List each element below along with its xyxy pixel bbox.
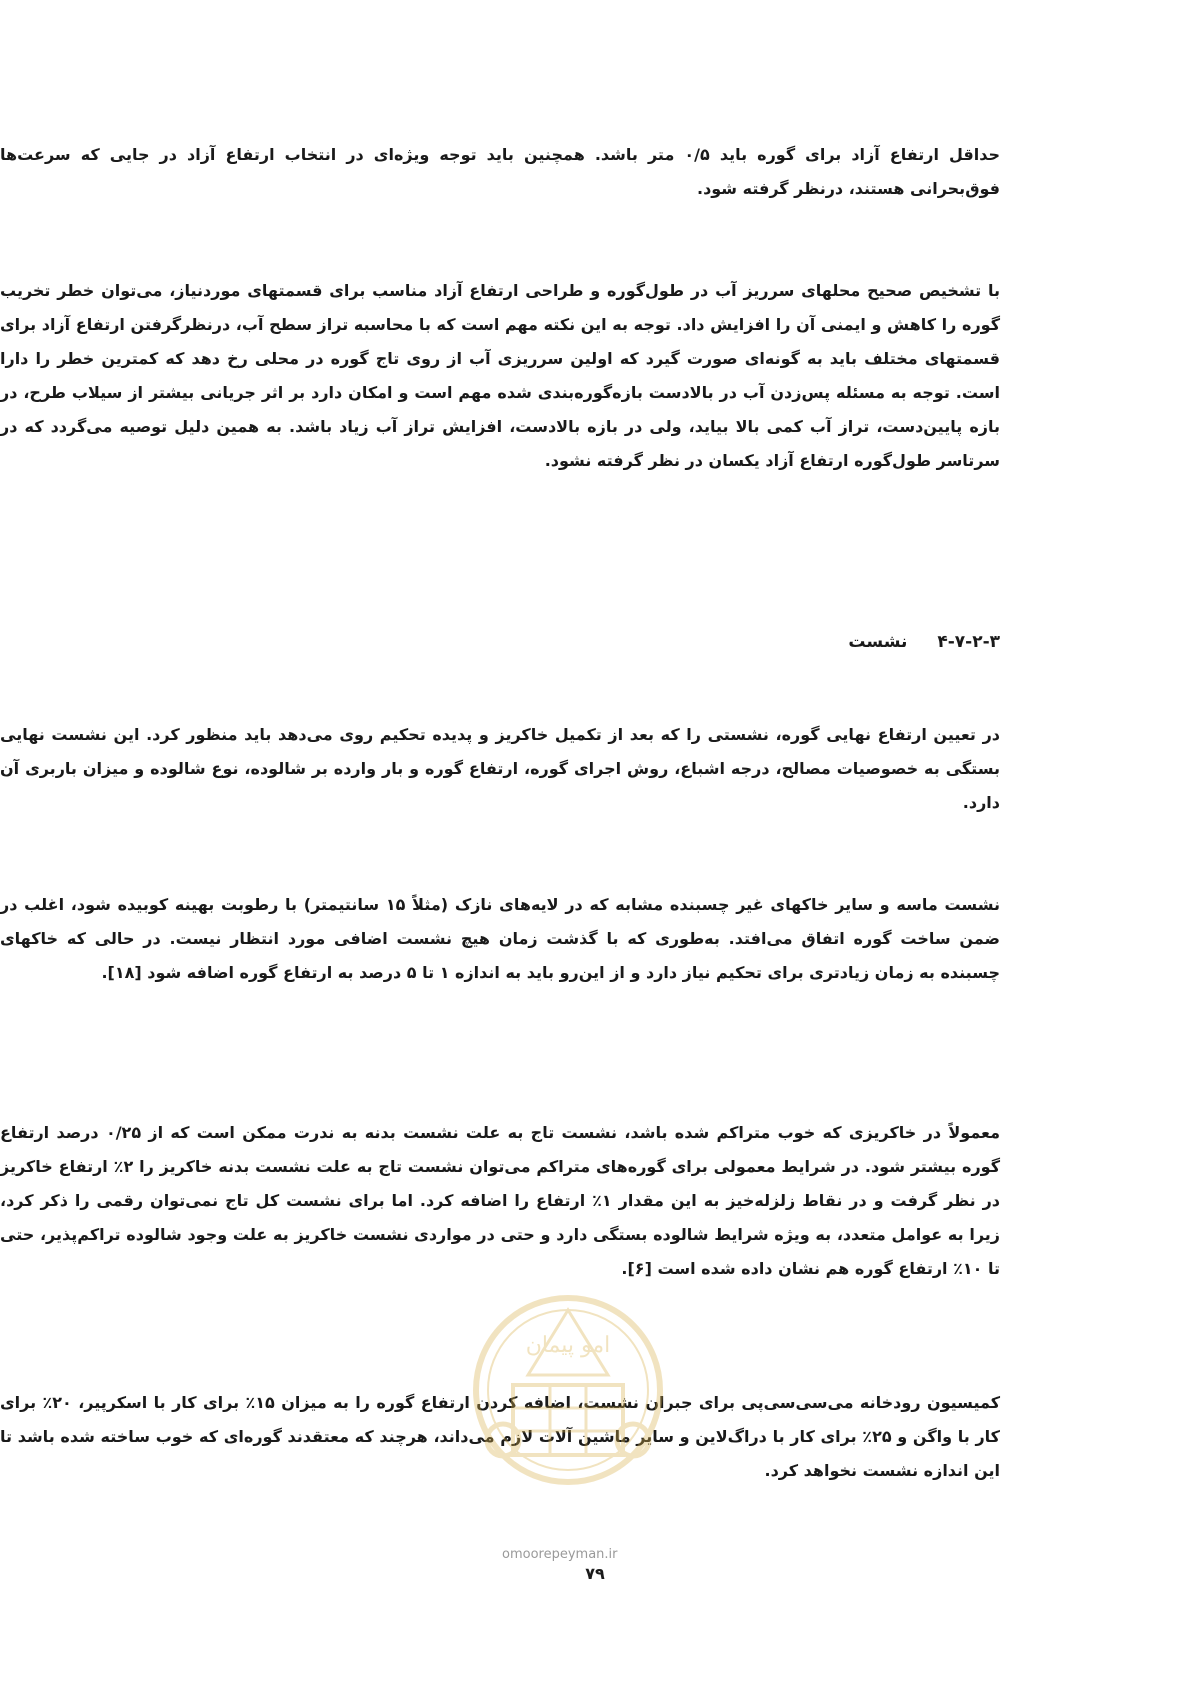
section-heading bbox=[848, 632, 1000, 652]
paragraph-crest-settlement: معمولاً در خاکریزی که خوب متراکم شده باشد، نشست تاج به علت نشست بدنه به ندرت ممکن است که از ۰/۲۵ درصد ارتفاع گوره بیشتر شود. در شرایط معمولی برای گوره‌های متراکم می‌توان نشست تاج به علت نشست بدنه خاکریز را ۲٪ ارتفاع خاکریز در نظر گرفت و در نقاط زلزله‌خیز به این مقدار ۱٪ ارتفاع را اضافه کرد. اما برای نشست کل تاج نمی‌توان رقمی را ذکر کرد، زیرا به عوامل متعدد، به ویژه شرایط شالوده بستگی دارد و حتی در مواردی نشست خاکریز به علت وجود شالوده تراکم‌پذیر، حتی تا ۱۰٪ ارتفاع گوره هم نشان داده شده است [۶]. bbox=[0, 1123, 1001, 1278]
paragraph-mississippi-commission: کمیسیون رودخانه می‌سی‌سی‌پی برای جبران نشست، اضافه کردن ارتفاع گوره را به میزان ۱۵٪ برای کار با اسکرپیر، ۲۰٪ برای کار با واگن و ۲۵٪ برای کار با دراگ‌لاین و سایر ماشین آلات لازم می‌داند، هرچند که معتقدند گوره‌ای که خوب ساخته شده باشد تا این اندازه نشست نخواهد کرد. bbox=[0, 1393, 1001, 1480]
page-number: ۷۹ bbox=[585, 1564, 605, 1583]
paragraph-final-settlement: در تعیین ارتفاع نهایی گوره، نشستی را که بعد از تکمیل خاکریز و پدیده تحکیم روی می‌دهد باید منظور کرد. این نشست نهایی بستگی به خصوصیات مصالح، درجه اشباع، روش اجرای گوره، ارتفاع گوره و بار وارده بر شالوده، نوع شالوده و میزان باربری آن دارد. bbox=[0, 725, 1000, 812]
paragraph-overflow-locations: با تشخیص صحیح محلهای سرریز آب در طول‌گوره و طراحی ارتفاع آزاد مناسب برای قسمتهای موردنیاز، می‌توان خطر تخریب گوره را کاهش و ایمنی آن را افزایش داد. توجه به این نکته مهم است که با محاسبه تراز سطح آب، درنظرگرفتن ارتفاع آزاد برای قسمتهای مختلف باید به گونه‌ای صورت گیرد که اولین سرریزی آب از روی تاج گوره در محلی رخ دهد که کمترین خطر را دارا است. توجه به مسئله پس‌زدن آب در بالادست بازه‌گوره‌بندی شده مهم است و امکان دارد بر اثر جریانی بیشتر از سیلاب طرح، در بازه پایین‌دست، تراز آب کمی بالا بیاید، ولی در بازه بالادست، افزایش تراز آب زیاد باشد. به همین دلیل توصیه می‌گردد که در سرتاسر طول‌گوره ارتفاع آزاد یکسان در نظر گرفته نشود. bbox=[0, 281, 1000, 470]
section-number: ۴-۷-۲-۳ bbox=[937, 632, 1000, 652]
watermark-url: omoorepeyman.ir bbox=[502, 1547, 618, 1562]
paragraph-sand-settlement: نشست ماسه و سایر خاکهای غیر چسبنده مشابه که در لایه‌های نازک (مثلاً ۱۵ سانتیمتر) با رطوبت بهینه کوبیده شود، اغلب در ضمن ساخت گوره اتفاق می‌افتد. به‌طوری که با گذشت زمان هیچ نشست اضافی مورد انتظار نیست. در حالی که خاکهای چسبنده به زمان زیادتری برای تحکیم نیاز دارد و از این‌رو باید به اندازه ۱ تا ۵ درصد به ارتفاع گوره اضافه شود [۱۸]. bbox=[0, 895, 1000, 982]
paragraph-freeboard-minimum: حداقل ارتفاع آزاد برای گوره باید ۰/۵ متر باشد. همچنین باید توجه ویژه‌ای در انتخاب ارتفاع آزاد در جایی که سرعت‌ها فوق‌بحرانی هستند، درنظر گرفته شود. bbox=[0, 145, 1000, 198]
watermark-logo-text: امو پیمان bbox=[525, 1333, 611, 1358]
section-title: نشست bbox=[848, 632, 908, 652]
